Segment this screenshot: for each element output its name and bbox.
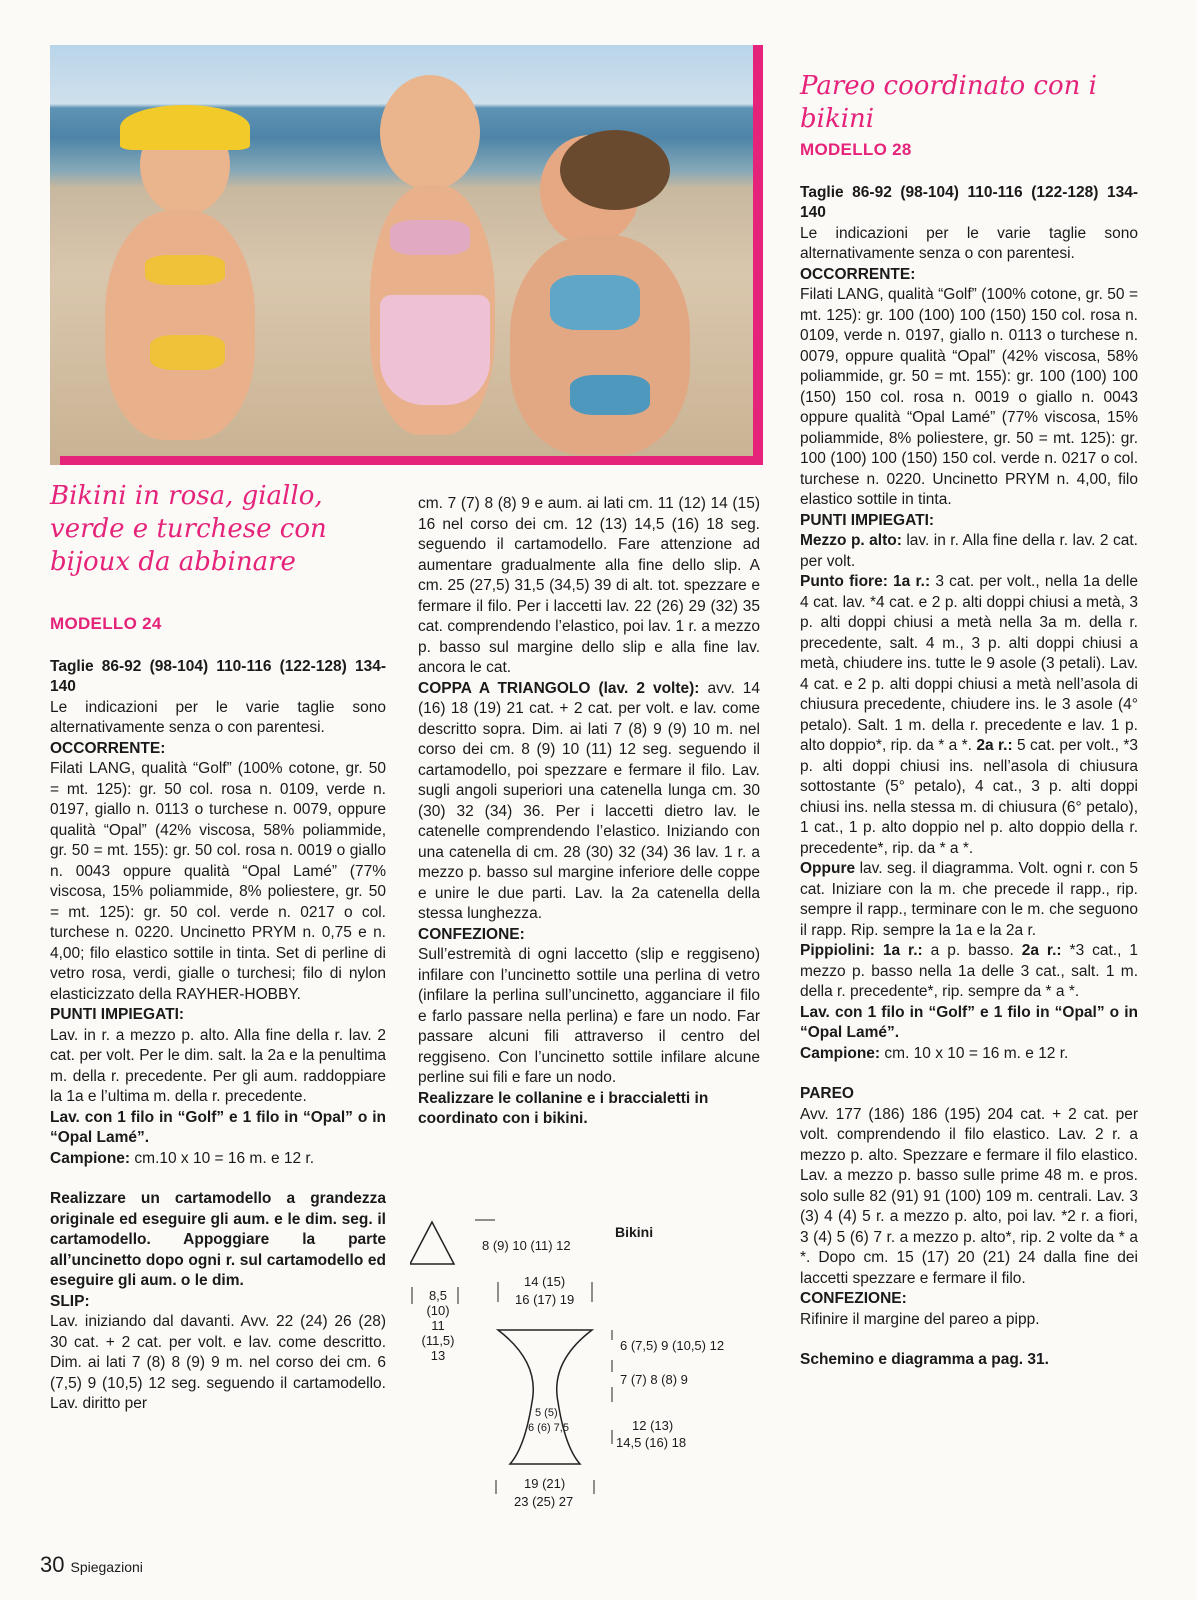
punti-text-24: Lav. in r. a mezzo p. alto. Alla fine della r. lav. 2 cat. per volt. Per le dim. salt. la 2a e la penultima m. della r. precedente. Per gli aum. raddoppiare la 1a e l’ultima m. della r. precedente. bbox=[50, 1026, 386, 1105]
child-right-body bbox=[510, 235, 690, 455]
occorrente-label-24: OCCORRENTE: bbox=[50, 739, 166, 757]
cup-bottom-measure: 14 (15) bbox=[524, 1274, 566, 1289]
mezzo-label: Mezzo p. alto: bbox=[800, 532, 902, 549]
cup-top-measure: 8 (9) 10 (11) 12 bbox=[482, 1238, 571, 1253]
yellow-bikini-bottom bbox=[150, 335, 225, 370]
slip-shape bbox=[498, 1330, 592, 1464]
cup-side-measure: 8,5 (10) 11 (11,5) 13 bbox=[421, 1288, 455, 1363]
turquoise-bikini-bottom bbox=[570, 375, 650, 415]
slip-measure-right-1: 6 (7,5) 9 (10,5) 12 bbox=[620, 1338, 725, 1353]
diagram-bikini-label: Bikini bbox=[615, 1224, 654, 1240]
sizes-24: Taglie 86-92 (98-104) 110-116 (122-128) 134-140 bbox=[50, 657, 386, 695]
cartamodello-bold: Realizzare un cartamodello a grandezza originale ed eseguire gli aum. e le dim. seg. il cartamodello. Appoggiare la parte all’uncinetto dopo ogni r. sul cartamodello ed eseguire gli aum. o le dim. bbox=[50, 1190, 386, 1289]
slip-bottom-measure-2: 23 (25) 27 bbox=[514, 1494, 574, 1509]
fiore-text: 3 cat. per volt., nella 1a delle 4 cat. lav. *4 cat. e 2 p. alti doppi chiusi a metà, 3 p. alti doppi chiusi a metà nella 3a m. della r. precedente, salt. 4 m., 3 p. alti doppi chiusi a metà, chiudere ins. tutte le 9 asole (3 petali). Lav. 4 cat. e 2 p. alti doppi chiusi a metà nell’asola di chiusura precedente, chiudere ins. le 3 asole (4° petalo). Salt. 1 m. della r. precedente e lav. 1 p. alto doppio*, rip. da * a *. bbox=[800, 573, 1138, 754]
fiore-label: Punto fiore: 1a r.: bbox=[800, 573, 931, 590]
slip-label: SLIP: bbox=[50, 1292, 90, 1310]
collanine-bold: Realizzare le collanine e i braccialetti in coordinato con i bikini. bbox=[418, 1089, 709, 1127]
left-column bbox=[50, 614, 386, 1415]
occorrente-label-28: OCCORRENTE: bbox=[800, 265, 916, 283]
cup-triangle-shape bbox=[410, 1222, 454, 1264]
lav-bold-28: Lav. con 1 filo in “Golf” e 1 filo in “Opal” o in “Opal Lamé”. bbox=[800, 1003, 1138, 1041]
pink-bikini-top bbox=[390, 220, 470, 255]
yellow-bikini-top bbox=[145, 255, 225, 285]
page-number: 30 bbox=[40, 1552, 65, 1577]
pareo-label: PAREO bbox=[800, 1085, 854, 1102]
fiore2-text: 5 cat. per volt., *3 p. alti doppi chiusi ins. nell’asola di chiusura sottostante (5° petalo), 4 cat., 3 p. alti doppi chiusi ins. nella stessa m. di chiusura (6° petalo), 1 cat., 1 p. alto doppio nel p. alto doppio della r. precedente*, rip. da * a *. bbox=[800, 737, 1138, 857]
pink-frame-bottom bbox=[60, 456, 763, 465]
child-left-body bbox=[105, 210, 255, 440]
lav-bold-24: Lav. con 1 filo in “Golf” e 1 filo in “Opal” o in “Opal Lamé”. bbox=[50, 1108, 386, 1146]
right-column bbox=[800, 140, 1138, 1371]
campione-label-24: Campione: bbox=[50, 1149, 131, 1167]
brown-hair bbox=[560, 130, 670, 210]
pippiolini-label: Pippiolini: 1a r.: bbox=[800, 942, 923, 959]
slip-measure-right-2: 7 (7) 8 (8) 9 bbox=[620, 1372, 688, 1387]
model-24-label: MODELLO 24 bbox=[50, 614, 162, 633]
slip-continued: cm. 7 (7) 8 (8) 9 e aum. ai lati cm. 11 (12) 14 (15) 16 nel corso dei cm. 12 (13) 14,5 (16) 18 seg. seguendo il cartamodello. Fare attenzione ad aumentare gradualmente alla fine dello slip. A cm. 25 (27,5) 31,5 (34,5) 39 di alt. tot. spezzare e fermare il filo. Per i laccetti lav. 22 (26) 29 (32) 35 cat. comprendendo l’elastico, poi lav. 1 r. a mezzo p. basso sul margine dello slip e alla fine lav. ancora le cat. bbox=[418, 495, 760, 676]
campione-text-24: cm.10 x 10 = 16 m. e 12 r. bbox=[134, 1149, 315, 1167]
page-footer bbox=[40, 1552, 143, 1578]
pippiolini2-text: *3 cat., 1 mezzo p. basso nella 1a delle 3 cat., salt. 1 m. della r. precedente*, rip. sempre da * a *. bbox=[800, 942, 1138, 1000]
slip-inner-measure-1: 5 (5) bbox=[535, 1407, 558, 1419]
mezzo-text: lav. in r. Alla fine della r. lav. 2 cat. per volt. bbox=[800, 532, 1138, 570]
slip-bottom-measure-1: 19 (21) bbox=[524, 1476, 566, 1491]
sizes-note-28: Le indicazioni per le varie taglie sono alternativamente senza o con parentesi. bbox=[800, 224, 1138, 262]
bikini-schema-drawing bbox=[410, 1212, 760, 1542]
left-title: Bikini in rosa, giallo, verde e turchese con bijoux da abbinare bbox=[50, 481, 327, 577]
section-name: Spiegazioni bbox=[70, 1559, 143, 1575]
cup-bottom-measure-2: 16 (17) 19 bbox=[515, 1292, 575, 1307]
model-28-label: MODELLO 28 bbox=[800, 140, 912, 159]
bikini-diagram bbox=[410, 1212, 760, 1542]
beach-photo bbox=[50, 45, 763, 465]
coppa-label: COPPA A TRIANGOLO (lav. 2 volte): bbox=[418, 679, 700, 697]
oppure-text: lav. seg. il diagramma. Volt. ogni r. con 5 cat. Iniziare con la m. che precede il rapp., rip. sempre il rapp., terminare con le m. che seguono il rapp. Rip. sempre la 1a e la 2a r. bbox=[800, 860, 1138, 939]
slip-measure-right-4: 14,5 (16) 18 bbox=[616, 1435, 687, 1450]
turquoise-bikini-top bbox=[550, 275, 640, 330]
confezione-label-28: CONFEZIONE: bbox=[800, 1290, 907, 1307]
slip-inner-measure-2: 6 (6) 7,5 bbox=[528, 1422, 569, 1434]
confezione-text-28: Rifinire il margine del pareo a pipp. bbox=[800, 1310, 1040, 1328]
sizes-28: Taglie 86-92 (98-104) 110-116 (122-128) 134-140 bbox=[800, 183, 1138, 221]
occorrente-text-24: Filati LANG, qualità “Golf” (100% cotone, gr. 50 = mt. 125): gr. 50 col. rosa n. 0109, verde n. 0197, giallo n. 0113 o turchese n. 0079, oppure qualità “Opal” (42% viscosa, 58% poliammide, gr. 50 = mt. 155): gr. 50 col. rosa n. 0019 o giallo n. 0043 oppure qualità “Opal Lamé” (77% viscosa, 15% poliammide, 8% poliestere, gr. 50 = mt. 125): gr. 50 col. verde n. 0217 o col. turchese n. 0220. Uncinetto PRYM n. 0,75 e n. 4,00; filo elastico sottile in tinta. Set di perline di vetro rosa, verdi, gialle o turchesi; filo di nylon elasticizzato della RAYHER-HOBBY. bbox=[50, 760, 386, 1003]
middle-column bbox=[418, 494, 760, 1130]
pink-frame-right bbox=[753, 45, 763, 465]
occorrente-text-28: Filati LANG, qualità “Golf” (100% cotone, gr. 50 = mt. 125): gr. 100 (100) 100 (150) 150 col. rosa n. 0109, verde n. 0197, giallo n. 0113 o turchese n. 0079, oppure qualità “Opal” (42% viscosa, 58% poliammide, gr. 50 = mt. 155): gr. 100 (100) 100 (150) 150 col. rosa n. 0019 o giallo n. 0043 oppure qualità “Opal Lamé” (77% viscosa, 15% poliammide, 8% poliestere, gr. 50 = mt. 125): gr. 100 (100) 100 (150) 150 col. verde n. 0217 o col. turchese n. 0220. Uncinetto PRYM n. 4,00, filo elastico sottile in tinta. bbox=[800, 286, 1138, 508]
pippiolini-text: a p. basso. bbox=[930, 942, 1014, 959]
coppa-text: avv. 14 (16) 18 (19) 21 cat. + 2 cat. per volt. e lav. come descritto sopra. Dim. ai lati 7 (8) 9 (9) 10 m. nel corso dei cm. 8 (9) 10 (11) 12 seg. seguendo il cartamodello, poi spezzare e fermare il filo. Lav. sugli angoli superiori una catenella lunga cm. 30 (30) 32 (34) 36. Per i laccetti dietro lav. le catenelle comprendendo l’elastico. Iniziando con una catenella di cm. 28 (30) 32 (34) 36 lav. 1 r. a mezzo p. basso sul margine inferiore delle coppe e unire le due parti. Lav. la 2a catenella della stessa lunghezza. bbox=[418, 679, 760, 922]
slip-measure-right-3: 12 (13) bbox=[632, 1418, 674, 1433]
oppure-label: Oppure bbox=[800, 860, 856, 877]
punti-label-28: PUNTI IMPIEGATI: bbox=[800, 511, 935, 529]
pippiolini2-label: 2a r.: bbox=[1021, 942, 1062, 959]
sizes-note-24: Le indicazioni per le varie taglie sono alternativamente senza o con parentesi. bbox=[50, 698, 386, 736]
confezione-label-24: CONFEZIONE: bbox=[418, 925, 525, 943]
pink-pareo bbox=[380, 295, 490, 405]
yellow-visor bbox=[120, 105, 250, 150]
slip-text: Lav. iniziando dal davanti. Avv. 22 (24) 26 (28) 30 cat. + 2 cat. per volt. e lav. come descritto. Dim. ai lati 7 (8) 8 (9) 9 m. nel corso dei cm. 6 (7,5) 9 (10,5) 12 seg. seguendo il cartamodello. Lav. diritto per bbox=[50, 1313, 386, 1412]
right-title: Pareo coordinato con i bikini bbox=[800, 71, 1097, 134]
pareo-text: Avv. 177 (186) 186 (195) 204 cat. + 2 cat. per volt. comprendendo il filo elastico. Lav. 2 r. a mezzo p. alto. Spezzare e fermare il filo elastico. Lav. a mezzo p. basso sulle prime 48 m. e pros. solo sulle 82 (91) 91 (100) 109 m. centrali. Lav. 3 (3) 4 (4) 5 r. a mezzo p. alto, poi lav. *2 r. a fiori, 3 (4) 5 (6) 7 r. a mezzo p. alto*, rip. 2 volte da * a *. Dopo cm. 15 (17) 20 (21) 24 dalla fine dei laccetti spezzare e fermare il filo. bbox=[800, 1105, 1138, 1287]
confezione-text-24: Sull’estremità di ogni laccetto (slip e reggiseno) infilare con l’uncinetto sottile una perlina di vetro (infilare la perlina sull’uncinetto, agganciare il filo e farlo passare nella perlina) e fare un nodo. Far passare alcuni fili attraverso il centro del reggiseno. Con l’uncinetto sottile infilare alcune perline sui fili e fare un nodo. bbox=[418, 946, 760, 1086]
fiore2-label: 2a r.: bbox=[976, 737, 1013, 754]
child-center-head bbox=[380, 75, 480, 190]
campione-label-28: Campione: bbox=[800, 1044, 881, 1062]
schemino-ref: Schemino e diagramma a pag. 31. bbox=[800, 1351, 1049, 1368]
punti-label-24: PUNTI IMPIEGATI: bbox=[50, 1006, 185, 1023]
campione-text-28: cm. 10 x 10 = 16 m. e 12 r. bbox=[884, 1044, 1069, 1062]
